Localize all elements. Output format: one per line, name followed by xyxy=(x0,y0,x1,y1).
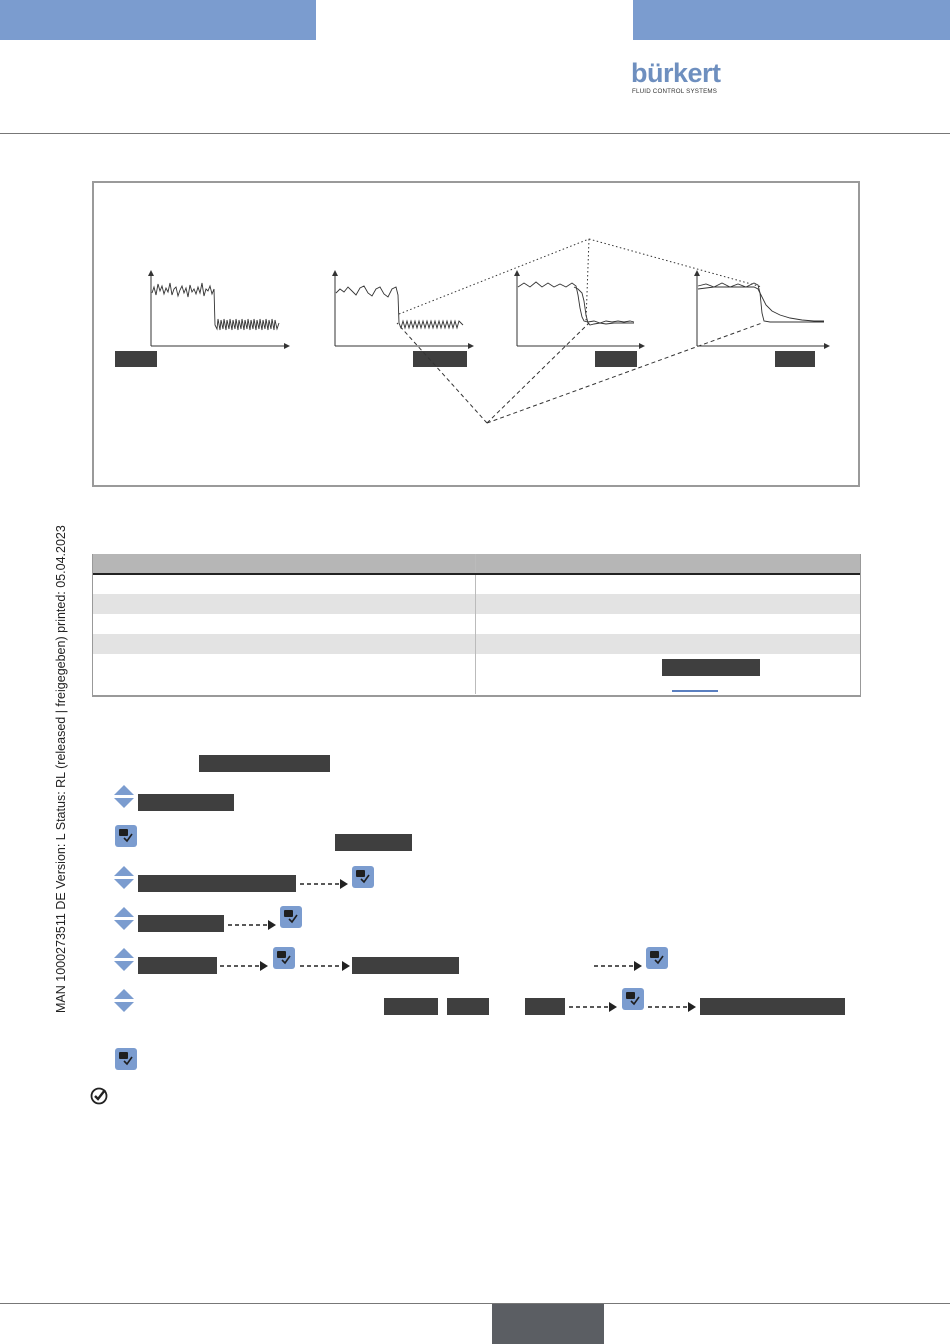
table-cell xyxy=(475,614,861,634)
option-chip xyxy=(447,998,489,1015)
check-circle-icon xyxy=(90,1087,108,1105)
menu-item-chip xyxy=(700,998,845,1015)
next-arrow xyxy=(300,878,348,890)
logo-wordmark: bürkert xyxy=(631,58,721,88)
header-divider xyxy=(0,133,950,134)
up-down-arrows-icon[interactable] xyxy=(114,989,134,1013)
option-chip xyxy=(384,998,438,1015)
next-arrow xyxy=(594,960,642,972)
table-cell xyxy=(92,594,475,614)
table-row xyxy=(92,594,861,614)
filter-response-figure xyxy=(92,181,860,487)
table-cell xyxy=(92,574,475,594)
next-arrow xyxy=(300,960,350,972)
menu-item-chip xyxy=(138,794,234,811)
table-row xyxy=(92,634,861,654)
graph-2-label xyxy=(413,351,467,367)
table-cell xyxy=(475,634,861,654)
menu-item-chip xyxy=(138,915,224,932)
menu-item-chip xyxy=(352,957,459,974)
header-bar-left xyxy=(0,0,316,40)
up-down-arrows-icon[interactable] xyxy=(114,866,134,890)
enter-confirm-icon[interactable] xyxy=(115,825,137,847)
option-chip xyxy=(525,998,565,1015)
graph-3 xyxy=(517,271,644,346)
table-cell xyxy=(92,614,475,634)
menu-item-chip xyxy=(335,834,412,851)
table-row xyxy=(92,614,861,634)
next-arrow xyxy=(569,1001,617,1013)
menu-path-chip xyxy=(199,755,330,772)
brand-logo xyxy=(631,58,731,98)
enter-confirm-icon[interactable] xyxy=(646,947,668,969)
footer-divider xyxy=(0,1303,950,1304)
table-header-row xyxy=(92,554,861,574)
next-arrow xyxy=(220,960,268,972)
up-down-arrows-icon[interactable] xyxy=(114,948,134,972)
menu-item-chip xyxy=(138,875,296,892)
up-down-arrows-icon[interactable] xyxy=(114,785,134,809)
table-header-cell xyxy=(92,554,475,574)
enter-confirm-icon[interactable] xyxy=(352,866,374,888)
up-down-arrows-icon[interactable] xyxy=(114,907,134,931)
table-link[interactable] xyxy=(672,690,718,692)
table-cell xyxy=(92,634,475,654)
filter-graphs-svg xyxy=(94,183,858,485)
enter-confirm-icon[interactable] xyxy=(273,947,295,969)
table-cell xyxy=(92,654,475,694)
enter-confirm-icon[interactable] xyxy=(115,1048,137,1070)
graph-4-label xyxy=(775,351,815,367)
next-arrow xyxy=(648,1001,696,1013)
page-number-tab xyxy=(492,1304,604,1344)
next-arrow xyxy=(228,919,276,931)
menu-item-chip xyxy=(138,957,217,974)
logo-tagline: FLUID CONTROL SYSTEMS xyxy=(632,88,718,95)
header-bar-right xyxy=(633,0,950,40)
table-cell xyxy=(475,594,861,614)
callout-lines xyxy=(397,323,762,423)
table-cell xyxy=(475,574,861,594)
graph-2 xyxy=(335,271,473,346)
table-row xyxy=(92,574,861,594)
graph-1 xyxy=(151,271,289,346)
table-header-cell xyxy=(475,554,861,574)
enter-confirm-icon[interactable] xyxy=(622,988,644,1010)
table-value-chip xyxy=(662,659,760,676)
graph-4 xyxy=(697,271,829,346)
document-status-note: MAN 1000273511 DE Version: L Status: RL (released | freigegeben) printed: 05.04.2023 xyxy=(54,525,68,1013)
graph-1-label xyxy=(115,351,157,367)
enter-confirm-icon[interactable] xyxy=(280,906,302,928)
graph-3-label xyxy=(595,351,637,367)
